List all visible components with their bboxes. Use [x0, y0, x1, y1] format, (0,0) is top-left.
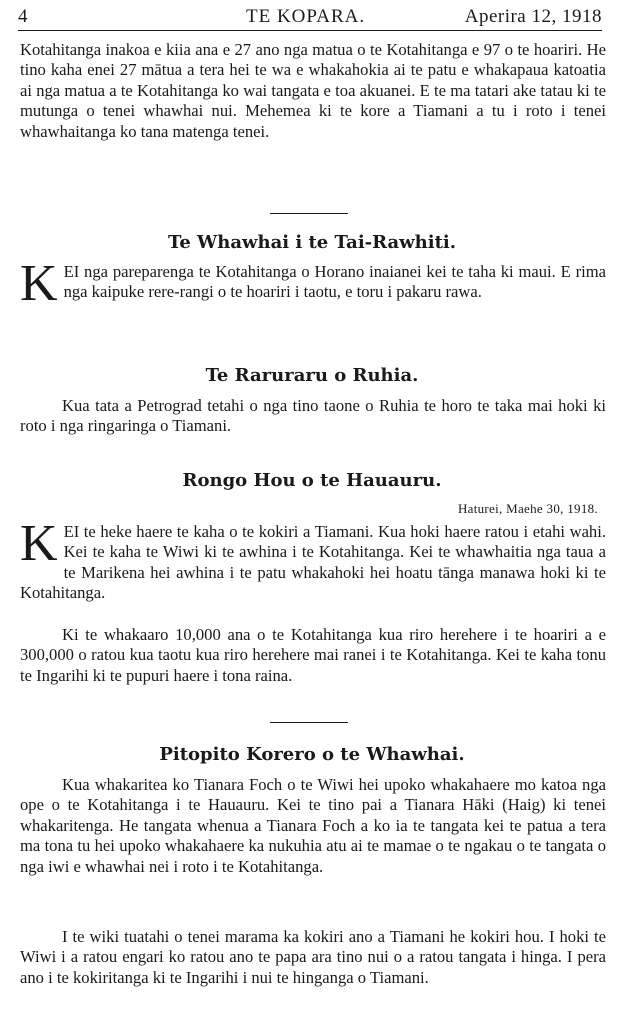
section-divider: [270, 213, 348, 214]
drop-cap: K: [20, 515, 58, 572]
section-paragraph-pitopito-2: I te wiki tuatahi o tenei marama ka kokiri ano a Tiamani he kokiri hou. I hoki te Wiwi i a ratou engari ko ratou ano te papa ara tino nui o a ratou tangata i hinga. I pera ano i te kokiritanga ki te Ingarihi i nui te hinganga o Tiamani.: [20, 927, 606, 987]
publication-title: TE KOPARA.: [246, 6, 366, 27]
page-number: 4: [18, 6, 28, 27]
section-paragraph-tai-rawhiti: [20, 255, 606, 312]
paragraph-text: EI nga pareparenga te Kotahitanga o Horano inaianei kei te taha ki maui. E rima nga kaipuke rere-rangi o te hoariri i taotu, e toru i pakaru rawa.: [63, 262, 606, 302]
section-paragraph-hauauru-2: Ki te whakaaro 10,000 ana o te Kotahitanga kua riro herehere i te hoariri a e 300,000 o ratou kua taotu kua riro herehere mai ranei i te Kotahitanga. Kei te kaha tonu te Ingarihi ki te pupuri haere i tona raina.: [20, 625, 606, 685]
intro-paragraph: Kotahitanga inakoa e kiia ana e 27 ano nga matua o te Kotahitanga e 97 o te hoariri. He tino kaha enei 27 mātua a tera hei te wa e whakahokia ai te patu e whakapaua katoatia ai nga matua a te Kotahitanga ko wai tangata e toa akuanei. E te ma tatari ake tatau ki te mutunga o tenei whawhai nui. Mehemea ki te kore a Tiamani a tu i roto i tenei whawhaitanga ko tana matenga tenei.: [20, 40, 606, 141]
issue-date: Aperira 12, 1918: [464, 6, 602, 27]
section-divider: [270, 722, 348, 723]
section-paragraph-pitopito-1: Kua whakaritea ko Tianara Foch o te Wiwi hei upoko whakahaere mo katoa nga ope o te Kotahitanga i te Hauauru. Kei te tino pai a Tianara Hāki (Haig) ki tenei whakaritenga. He tangata whenua a Tianara Foch a ko ia te tangata kei te patua a tera ma tona tu hei upoko whakahaere ka nukuhia atu ai te mamae o te ngakau o te tangata o nga iwi e whawhai nei i roto i te Kotahitanga.: [20, 775, 606, 876]
dateline: Haturei, Maehe 30, 1918.: [457, 501, 598, 516]
paragraph-text: EI te heke haere te kaha o te kokiri a Tiamani. Kua hoki haere ratou i etahi wahi. Kei te kaha te Wiwi ki te awhina i te Kotahitanga. Kei te whawhaitia nga taua a te Marikena hei awhina i te patu whakahoki hei hoatu tānga manawa hoki ki te Kotahitanga.: [20, 522, 606, 603]
section-heading-ruhia: Te Raruraru o Ruhia.: [205, 365, 419, 386]
drop-cap: K: [20, 255, 58, 312]
section-paragraph-ruhia: Kua tata a Petrograd tetahi o nga tino taone o Ruhia te horo te taka mai hoki ki roto i nga ringaringa o Tiamani.: [20, 396, 606, 436]
page-header: [18, 4, 602, 31]
section-heading-pitopito: Pitopito Korero o te Whawhai.: [159, 744, 465, 765]
section-heading-tai-rawhiti: Te Whawhai i te Tai-Rawhiti.: [167, 232, 457, 253]
section-paragraph-hauauru-1: [20, 515, 606, 604]
section-heading-hauauru: Rongo Hou o te Hauauru.: [182, 470, 442, 491]
